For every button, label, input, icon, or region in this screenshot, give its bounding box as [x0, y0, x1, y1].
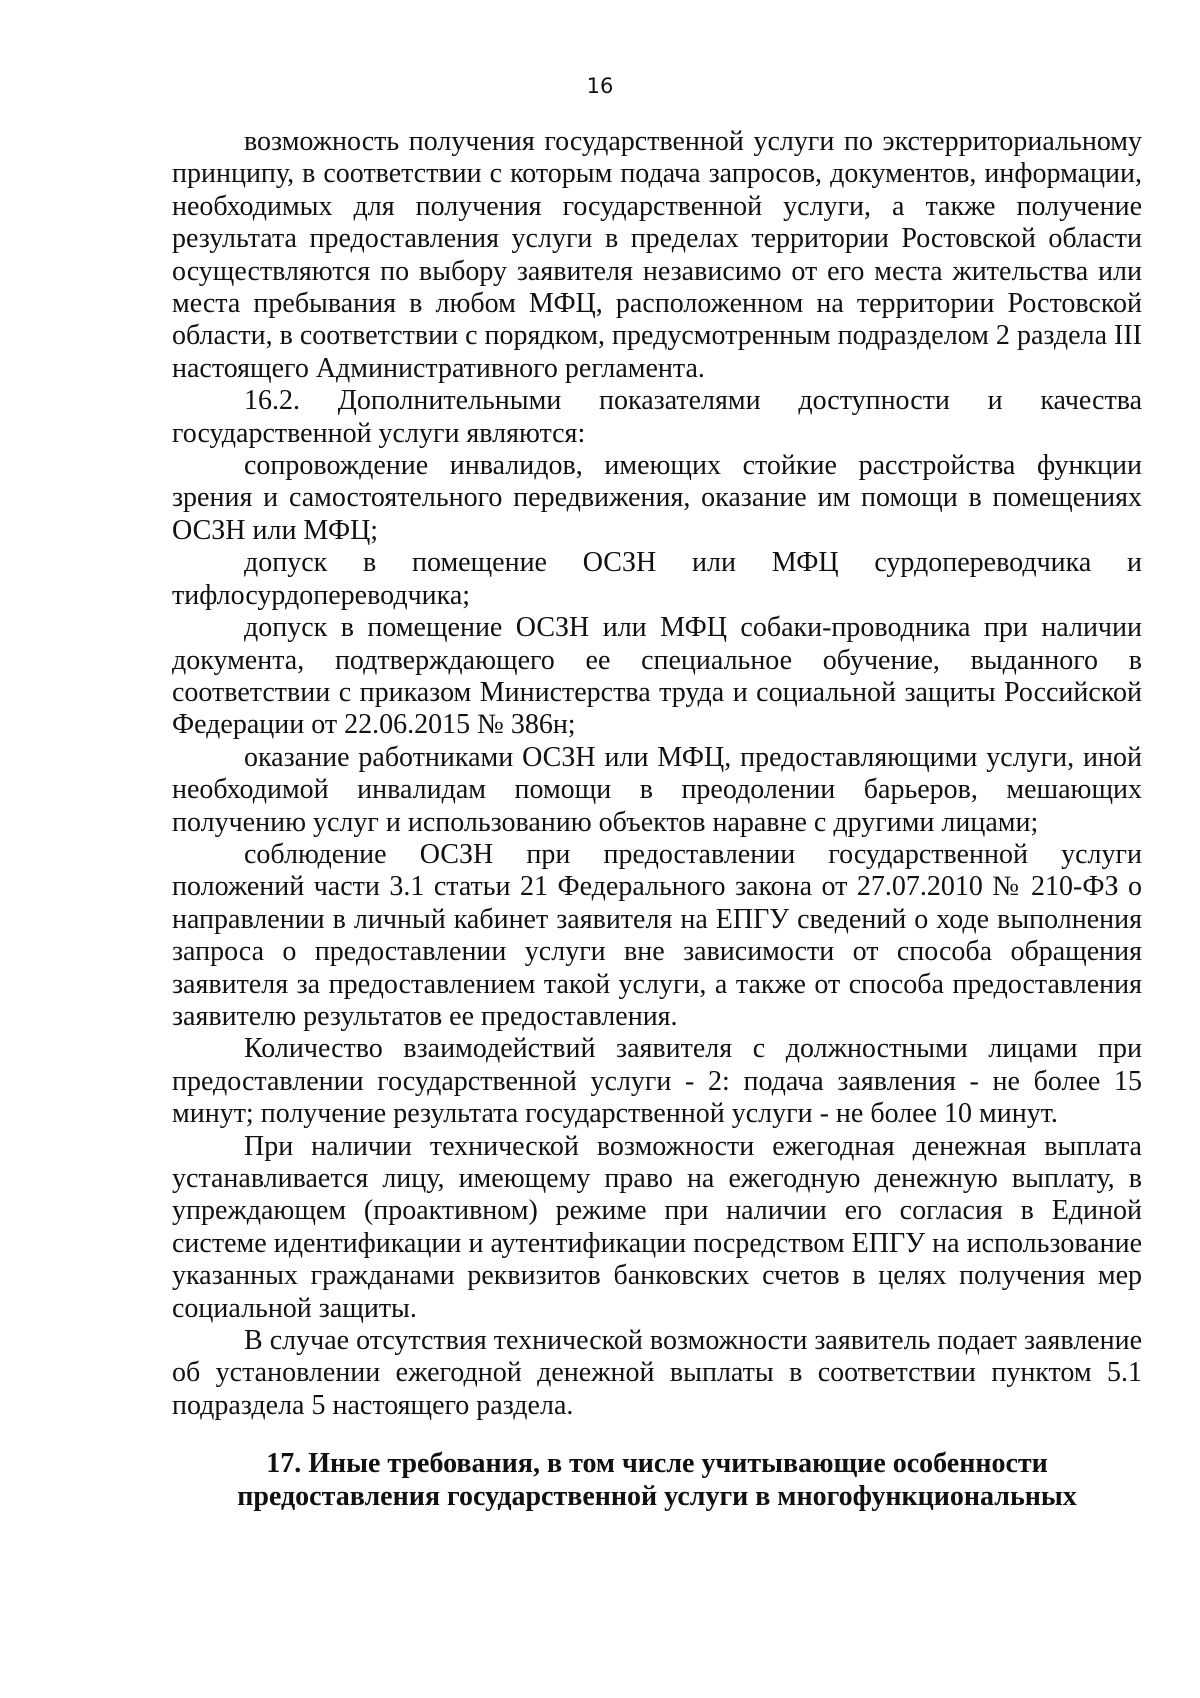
paragraph-escort-disabled: сопровождение инвалидов, имеющих стойкие расстройства функции зрения и самостоятельного передвижения, оказание им помощи в помещениях ОСЗН или МФЦ;: [172, 450, 1142, 546]
paragraph-proactive-payment: При наличии технической возможности ежегодная денежная выплата устанавливается лицу, имеющему право на ежегодную денежную выплату, в упреждающем (проактивном) режиме при наличии его согласия в Единой системе идентификации и аутентификации посредством ЕПГУ на использование указанных гражданами реквизитов банковских счетов в целях получения мер социальной защиты.: [172, 1130, 1142, 1324]
paragraph-no-technical-possibility: В случае отсутствия технической возможности заявитель подает заявление об установлении ежегодной денежной выплаты в соответствии пунктом 5.1 подраздела 5 настоящего раздела.: [172, 1325, 1142, 1421]
paragraph-16-2-accessibility-indicators: 16.2. Дополнительными показателями доступности и качества государственной услуги являются:: [172, 385, 1142, 449]
paragraph-extraterritorial-principle: возможность получения государственной услуги по экстерриториальному принципу, в соответствии с которым подача запросов, документов, информации, необходимых для получения государственной услуги, а также получение результата предоставления услуги в пределах территории Ростовской области осуществляются по выбору заявителя независимо от его места жительства или места пребывания в любом МФЦ, расположенном на территории Ростовской области, в соответствии с порядком, предусмотренным подразделом 2 раздела III настоящего Административного регламента.: [172, 126, 1142, 384]
page-number: 16: [586, 74, 614, 98]
paragraph-interaction-count: Количество взаимодействий заявителя с должностными лицами при предоставлении государственной услуги - 2: подача заявления - не более 15 минут; получение результата государственной услуги - не более 10 минут.: [172, 1033, 1142, 1130]
paragraph-sign-interpreter-access: допуск в помещение ОСЗН или МФЦ сурдопереводчика и тифлосурдопереводчика;: [172, 547, 1142, 611]
paragraph-staff-assistance: оказание работниками ОСЗН или МФЦ, предоставляющими услуги, иной необходимой инвалидам помощи в преодолении барьеров, мешающих получению услуг и использованию объектов наравне с другими лицами;: [172, 741, 1142, 838]
paragraph-guide-dog-access: допуск в помещение ОСЗН или МФЦ собаки-проводника при наличии документа, подтверждающего ее специальное обучение, выданного в соответствии с приказом Министерства труда и социальной защиты Российской Федерации от 22.06.2015 № 386н;: [172, 612, 1142, 741]
paragraph-federal-law-compliance: соблюдение ОСЗН при предоставлении государственной услуги положений части 3.1 статьи 21 Федерального закона от 27.07.2010 № 210-ФЗ о направлении в личный кабинет заявителя на ЕПГУ сведений о ходе выполнения запроса о предоставлении услуги вне зависимости от способа обращения заявителя за предоставлением такой услуги, а также от способа предоставления заявителю результатов ее предоставления.: [172, 838, 1142, 1032]
section-17-heading: 17. Иные требования, в том числе учитывающие особенности предоставления государственной услуги в многофункциональных: [237, 1448, 1077, 1512]
document-body: [172, 126, 1142, 1513]
